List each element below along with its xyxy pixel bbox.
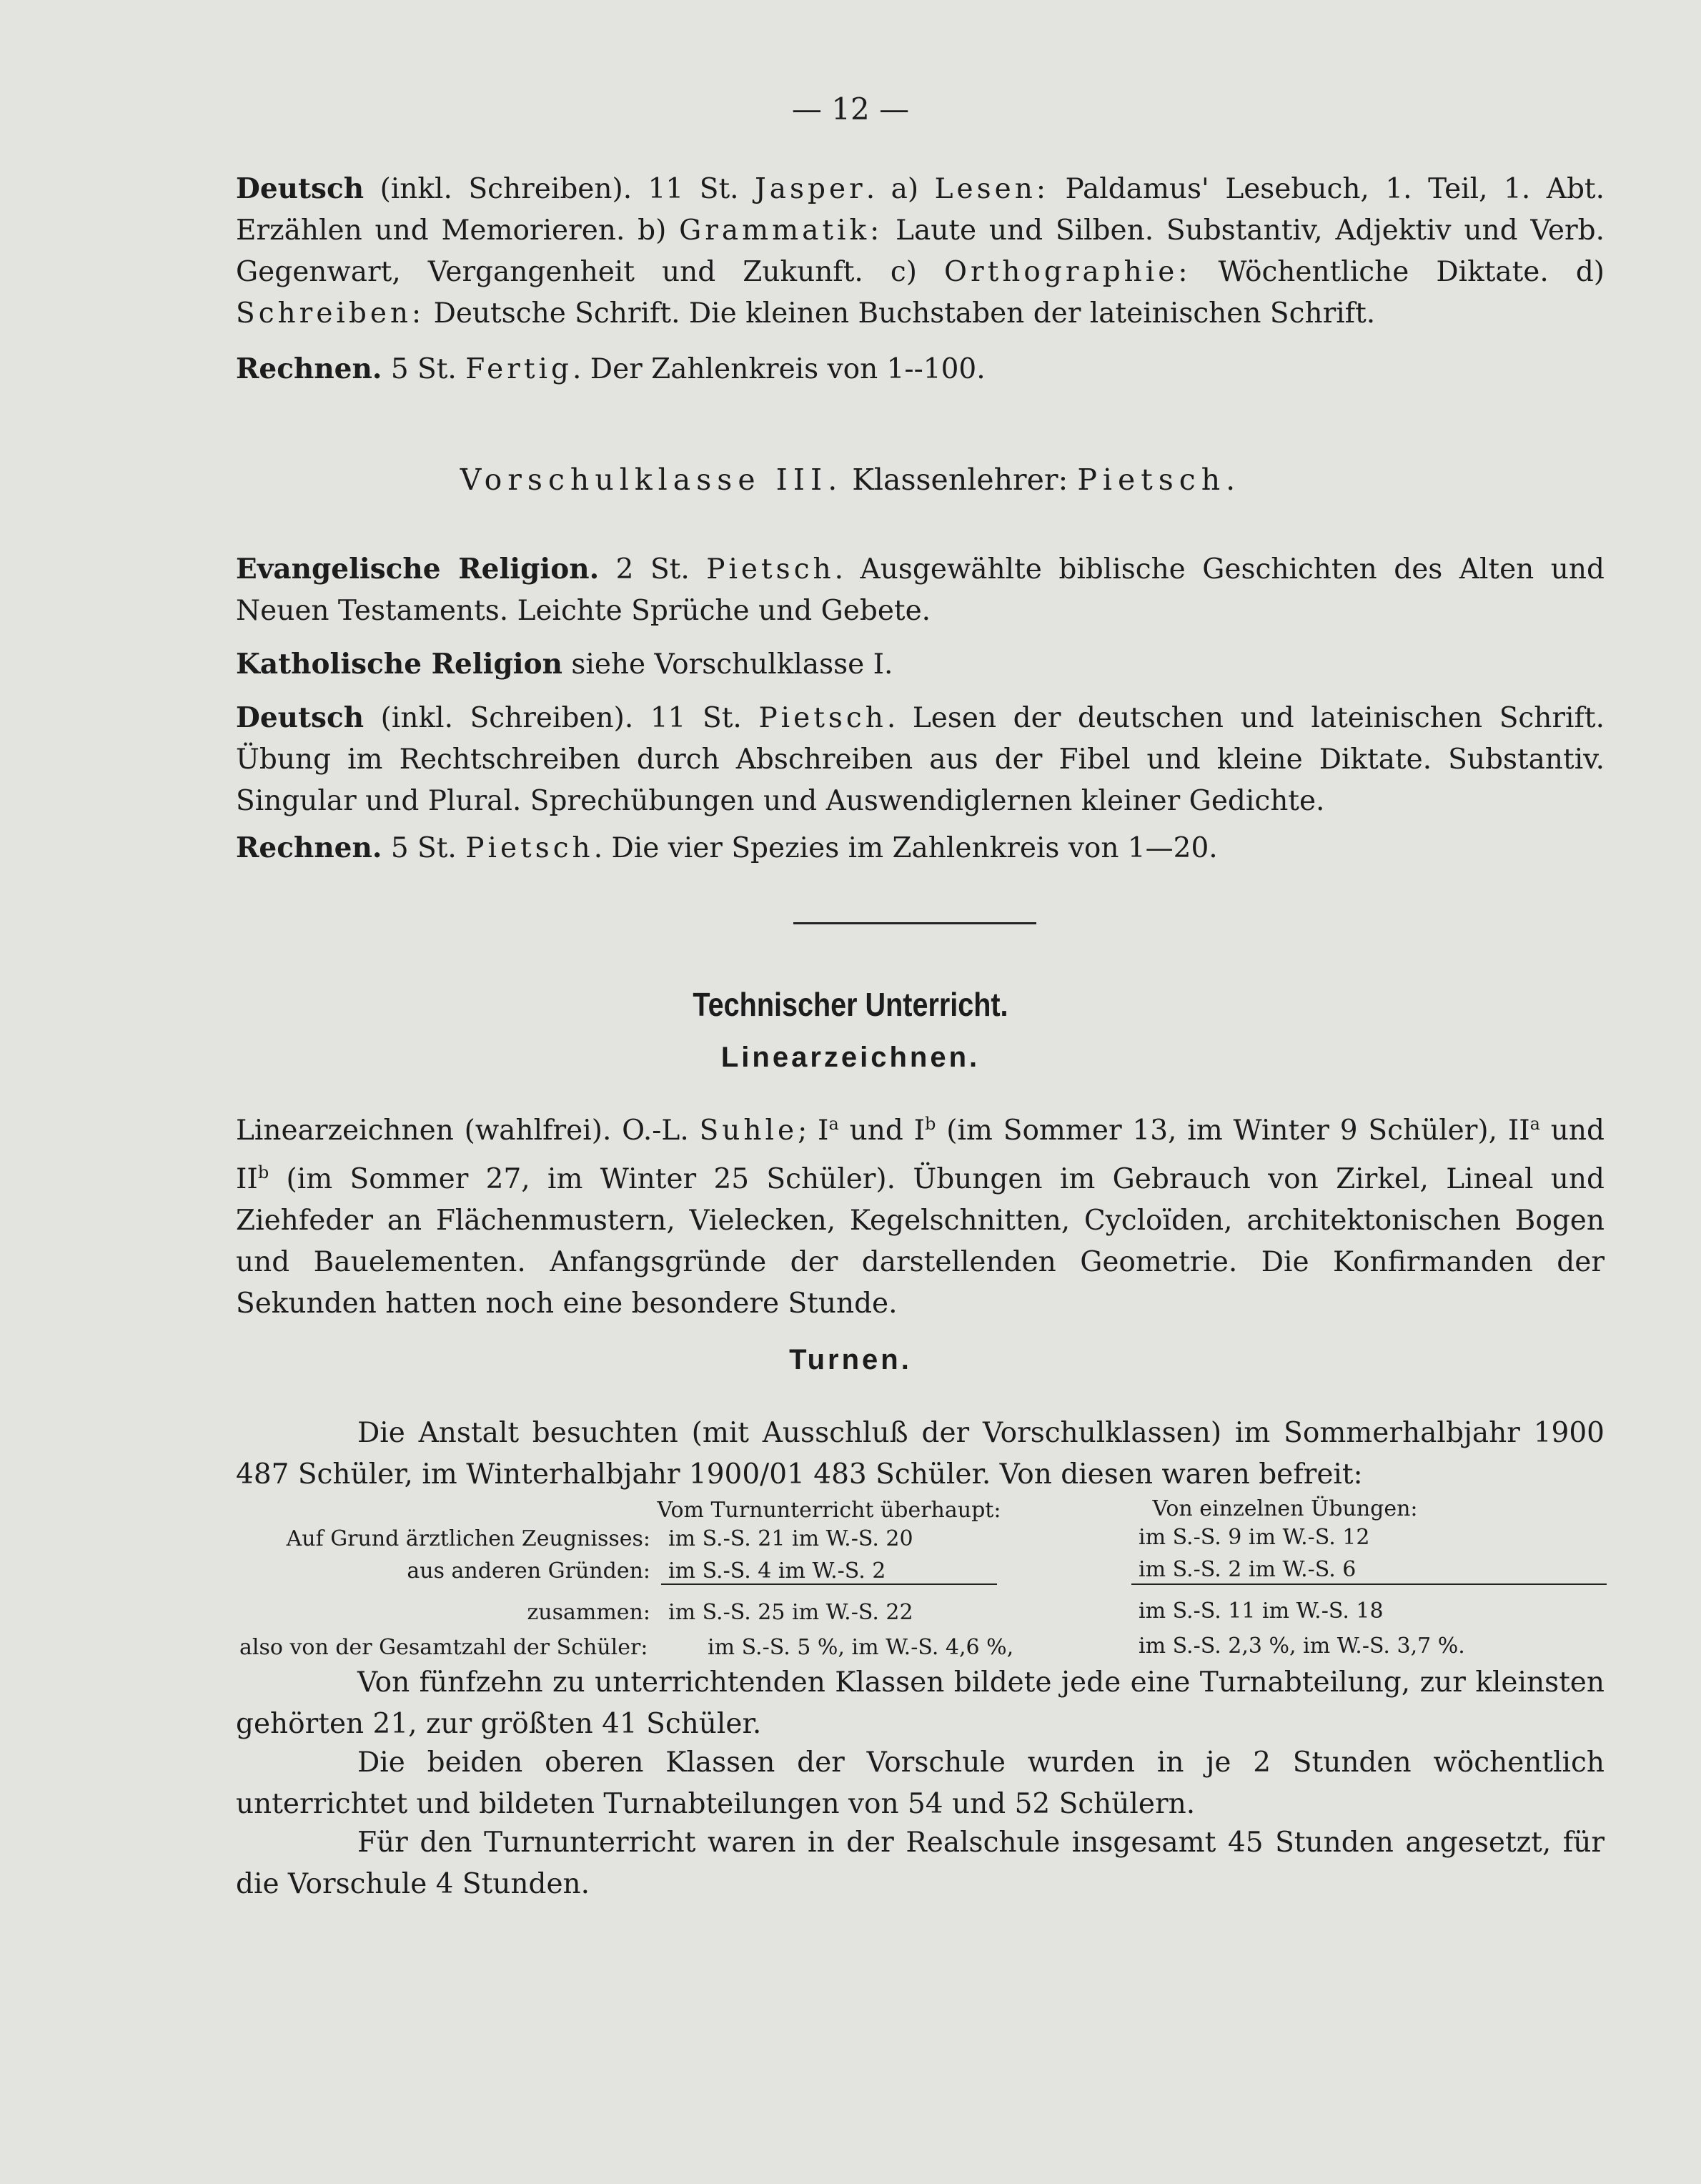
subsection-heading-turnen: Turnen.: [789, 1344, 912, 1375]
table-cell-right: im S.-S. 9 im W.-S. 12: [1139, 1525, 1370, 1550]
table-sum-rule-right: [1131, 1583, 1607, 1585]
table-cell-right: im S.-S. 11 im W.-S. 18: [1139, 1599, 1384, 1624]
subject-label: Rechnen.: [236, 352, 382, 385]
paragraph-rechnen-2: [236, 827, 1605, 869]
text-span: . Lesen der deutschen und lateinischen Schrift. Übung im Rechtschreiben durch Abschreiben aus der Fibel und kleine Diktate. Substantiv. Singular und Plural. Sprechübungen und Auswendiglernen kleiner Gedichte.: [236, 702, 1605, 817]
teacher-name: Pietsch: [758, 702, 887, 734]
class-heading: [0, 463, 1701, 497]
subject-label: Evangelische Religion.: [236, 553, 600, 585]
paragraph-deutsch-1: [236, 168, 1605, 335]
text-span: Paldamus' Lesebuch, 1. Teil, 1. Abt. Erzählen und Memorieren. b): [236, 173, 1605, 247]
class-teacher-label: Klassenlehrer:: [843, 463, 1078, 497]
section-heading-technischer-unterricht: Technischer Unterricht.: [693, 986, 1008, 1023]
subheading-schreiben: Schreiben:: [236, 297, 425, 330]
page-number: — 12 —: [791, 92, 910, 127]
text-span: Wöchentliche Diktate. d): [1191, 256, 1605, 288]
table-cell-left: im S.-S. 4 im W.-S. 2: [668, 1558, 886, 1583]
table-cell-right: im S.-S. 2 im W.-S. 6: [1139, 1557, 1357, 1582]
text-span: Linearzeichnen (wahlfrei). O.-L.: [236, 1115, 700, 1147]
subject-label: Rechnen.: [236, 831, 382, 864]
text-span: (im Sommer 13, im Winter 9 Schüler), II: [936, 1115, 1530, 1147]
text-span: siehe Vorschulklasse I.: [562, 648, 893, 681]
table-sum-rule-left: [661, 1583, 997, 1585]
subject-label: Deutsch: [236, 172, 364, 205]
paragraph-rechnen-1: [236, 348, 1605, 390]
text-span: und II: [236, 1115, 1605, 1195]
teacher-name: Suhle: [699, 1115, 798, 1147]
text-span: (im Sommer 27, im Winter 25 Schüler). Übungen im Gebrauch von Zirkel, Lineal und Ziehfeder an Flächenmustern, Vielecken, Kegelschnitten, Cycloïden, architektonischen Bogen und Bauelementen. Anfangsgründe der darstellenden Geometrie. Die Konfirmanden der Sekunden hatten noch eine besondere Stunde.: [236, 1163, 1605, 1320]
table-cell-left: im S.-S. 21 im W.-S. 20: [668, 1526, 913, 1551]
text-span: (inkl. Schreiben). 11 St.: [364, 702, 759, 734]
paragraph-turnen-intro: Die Anstalt besuchten (mit Ausschluß der Vorschulklassen) im Sommerhalbjahr 1900 487 Schüler, im Winterhalbjahr 1900/01 483 Schüler. Von diesen waren befreit:: [236, 1417, 1605, 1491]
teacher-name: Pietsch: [465, 832, 594, 864]
table-row-label: aus anderen Gründen:: [407, 1558, 650, 1583]
table-row-label: Auf Grund ärztlichen Zeugnisses:: [286, 1526, 650, 1551]
text-span: ; I: [798, 1115, 829, 1147]
text-span: (inkl. Schreiben). 11 St.: [364, 173, 755, 205]
subheading-lesen: Lesen:: [934, 173, 1049, 205]
text-span: . Ausgewählte biblische Geschichten des Alten und Neuen Testaments. Leichte Sprüche und Gebete.: [236, 553, 1605, 627]
paragraph-linearzeichnen: [236, 1103, 1605, 1325]
table-head-right: Von einzelnen Übungen:: [1152, 1496, 1418, 1521]
subheading-grammatik: Grammatik:: [679, 214, 883, 247]
section-divider: [793, 922, 1036, 924]
table-row-label: zusammen:: [527, 1600, 650, 1625]
teacher-name: Fertig: [465, 353, 572, 385]
superscript: b: [257, 1162, 269, 1182]
subject-label: Katholische Religion: [236, 648, 562, 681]
subheading-orthographie: Orthographie:: [943, 256, 1191, 288]
superscript: a: [828, 1114, 839, 1134]
text-span: 2 St.: [599, 553, 707, 585]
text-span: . Die vier Spezies im Zahlenkreis von 1—20.: [593, 832, 1218, 864]
text-span: . a): [866, 173, 935, 205]
paragraph-kath-religion: [236, 643, 1605, 686]
table-cell-right: im S.-S. 2,3 %, im W.-S. 3,7 %.: [1139, 1634, 1465, 1659]
text-span: 5 St.: [382, 353, 466, 385]
text-span: . Der Zahlenkreis von 1--100.: [572, 353, 986, 385]
paragraph-ev-religion: [236, 548, 1605, 632]
text-span: 5 St.: [382, 832, 466, 864]
class-title: Vorschulklasse III.: [460, 463, 843, 497]
teacher-name: Pietsch: [706, 553, 835, 585]
table-row-label: also von der Gesamtzahl der Schüler:: [239, 1635, 648, 1660]
teacher-name: Jasper: [755, 173, 866, 205]
table-cell-left: im S.-S. 25 im W.-S. 22: [668, 1600, 913, 1625]
table-cell-left: im S.-S. 5 %, im W.-S. 4,6 %,: [708, 1635, 1014, 1660]
class-teacher-name: Pietsch.: [1077, 463, 1241, 497]
paragraph-vorschule-turnen: Die beiden oberen Klassen der Vorschule wurden in je 2 Stunden wöchentlich unterrichtet und bildeten Turnabteilungen von 54 und 52 Schülern.: [236, 1746, 1605, 1820]
subject-label: Deutsch: [236, 701, 364, 734]
paragraph-turnabteilungen: Von fünfzehn zu unterrichtenden Klassen bildete jede eine Turnabteilung, zur kleinsten gehörten 21, zur größten 41 Schüler.: [236, 1666, 1605, 1740]
superscript: a: [1529, 1114, 1540, 1134]
paragraph-deutsch-2: [236, 697, 1605, 822]
text-span: Deutsche Schrift. Die kleinen Buchstaben der lateinischen Schrift.: [425, 297, 1376, 330]
subsection-heading-linearzeichnen: Linearzeichnen.: [720, 1042, 981, 1073]
paragraph-turnstunden: Für den Turnunterricht waren in der Realschule insgesamt 45 Stunden angesetzt, für die Vorschule 4 Stunden.: [236, 1827, 1605, 1900]
table-head-left: Vom Turnunterricht überhaupt:: [657, 1498, 1001, 1523]
text-span: und I: [838, 1115, 926, 1147]
text-span: Laute und Silben. Substantiv, Adjektiv und Verb. Gegenwart, Vergangenheit und Zukunft. c): [236, 214, 1605, 288]
superscript: b: [925, 1114, 936, 1134]
